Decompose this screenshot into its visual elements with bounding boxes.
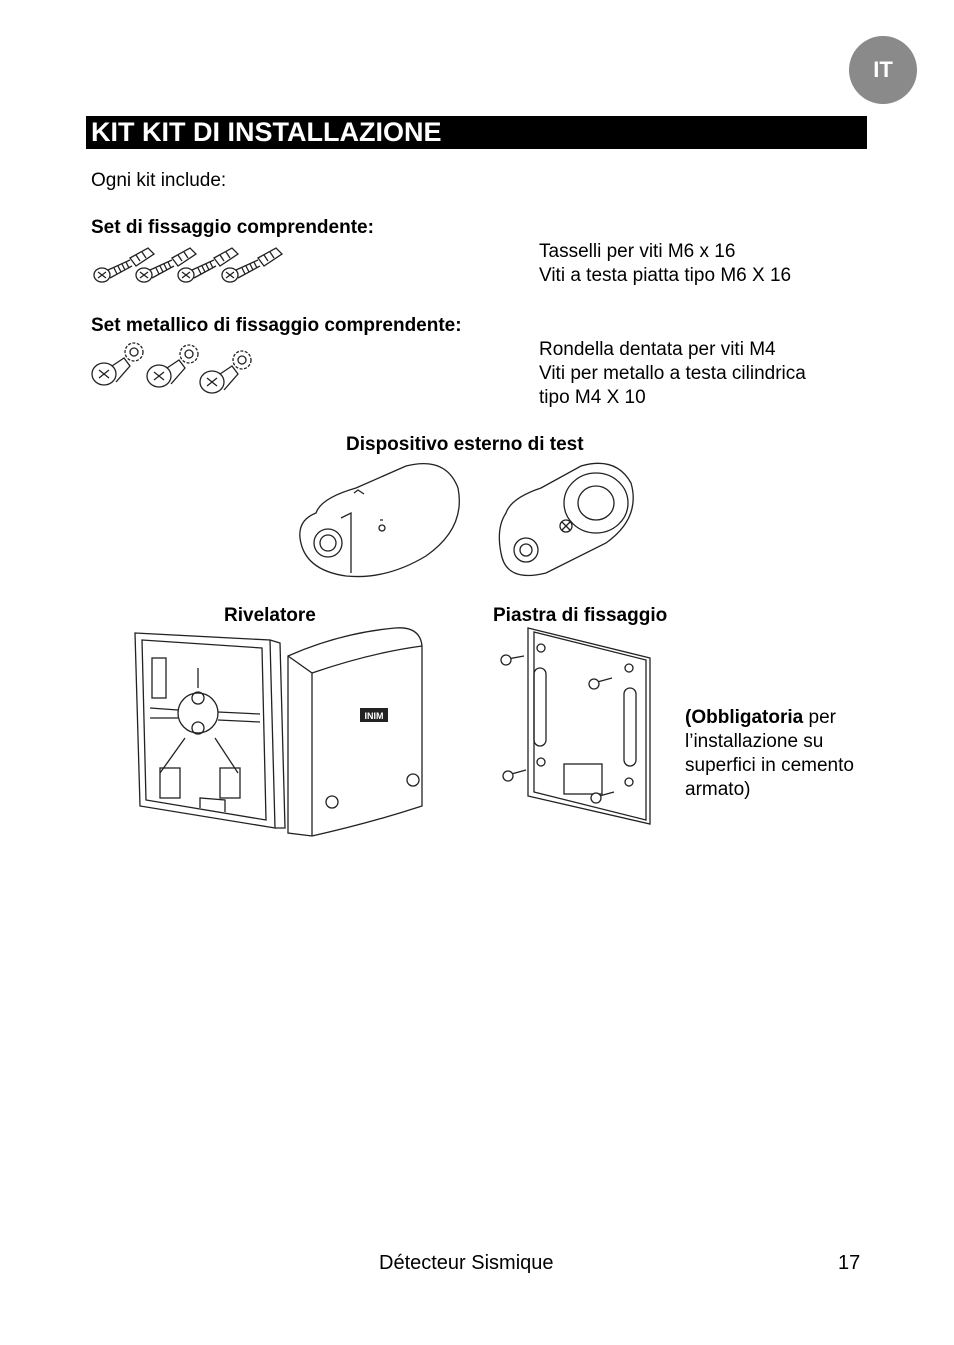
- plate-note-rest: per: [803, 707, 836, 728]
- plate-note-line1: [685, 706, 836, 730]
- detector-illustration: [130, 628, 425, 838]
- washer-screw-illustration: [90, 336, 270, 398]
- set2-item-screw: Viti per metallo a testa cilindrica: [539, 363, 806, 384]
- set1-item-anchors: Tasselli per viti M6 x 16: [539, 241, 736, 262]
- page-number: 17: [838, 1252, 861, 1274]
- plate-note-line3: superfici in cemento: [685, 755, 854, 776]
- section-title: KIT KIT DI INSTALLAZIONE: [86, 116, 867, 149]
- test-device-heading: Dispositivo esterno di test: [346, 434, 584, 455]
- set2-item-screw-type: tipo M4 X 10: [539, 387, 646, 408]
- footer-product-name: Détecteur Sismique: [379, 1252, 554, 1274]
- test-device-illustration: [296, 458, 646, 583]
- plate-heading: Piastra di fissaggio: [493, 605, 668, 626]
- intro-text: Ogni kit include:: [91, 170, 227, 191]
- detector-heading: Rivelatore: [224, 605, 316, 626]
- set2-heading: Set metallico di fissaggio comprendente:: [91, 315, 462, 336]
- plate-note-line4: armato): [685, 779, 751, 800]
- language-badge: IT: [849, 36, 917, 104]
- mounting-plate-illustration: [496, 626, 656, 826]
- set1-heading: Set di fissaggio comprendente:: [91, 217, 374, 238]
- plate-note-bold: (Obbligatoria: [685, 707, 804, 728]
- set1-item-screws: Viti a testa piatta tipo M6 X 16: [539, 265, 792, 286]
- anchor-screw-illustration: [90, 240, 300, 295]
- set2-item-washer: Rondella dentata per viti M4: [539, 339, 776, 360]
- plate-note-line2: l’installazione su: [685, 731, 824, 752]
- detector-logo: INIM: [364, 711, 384, 721]
